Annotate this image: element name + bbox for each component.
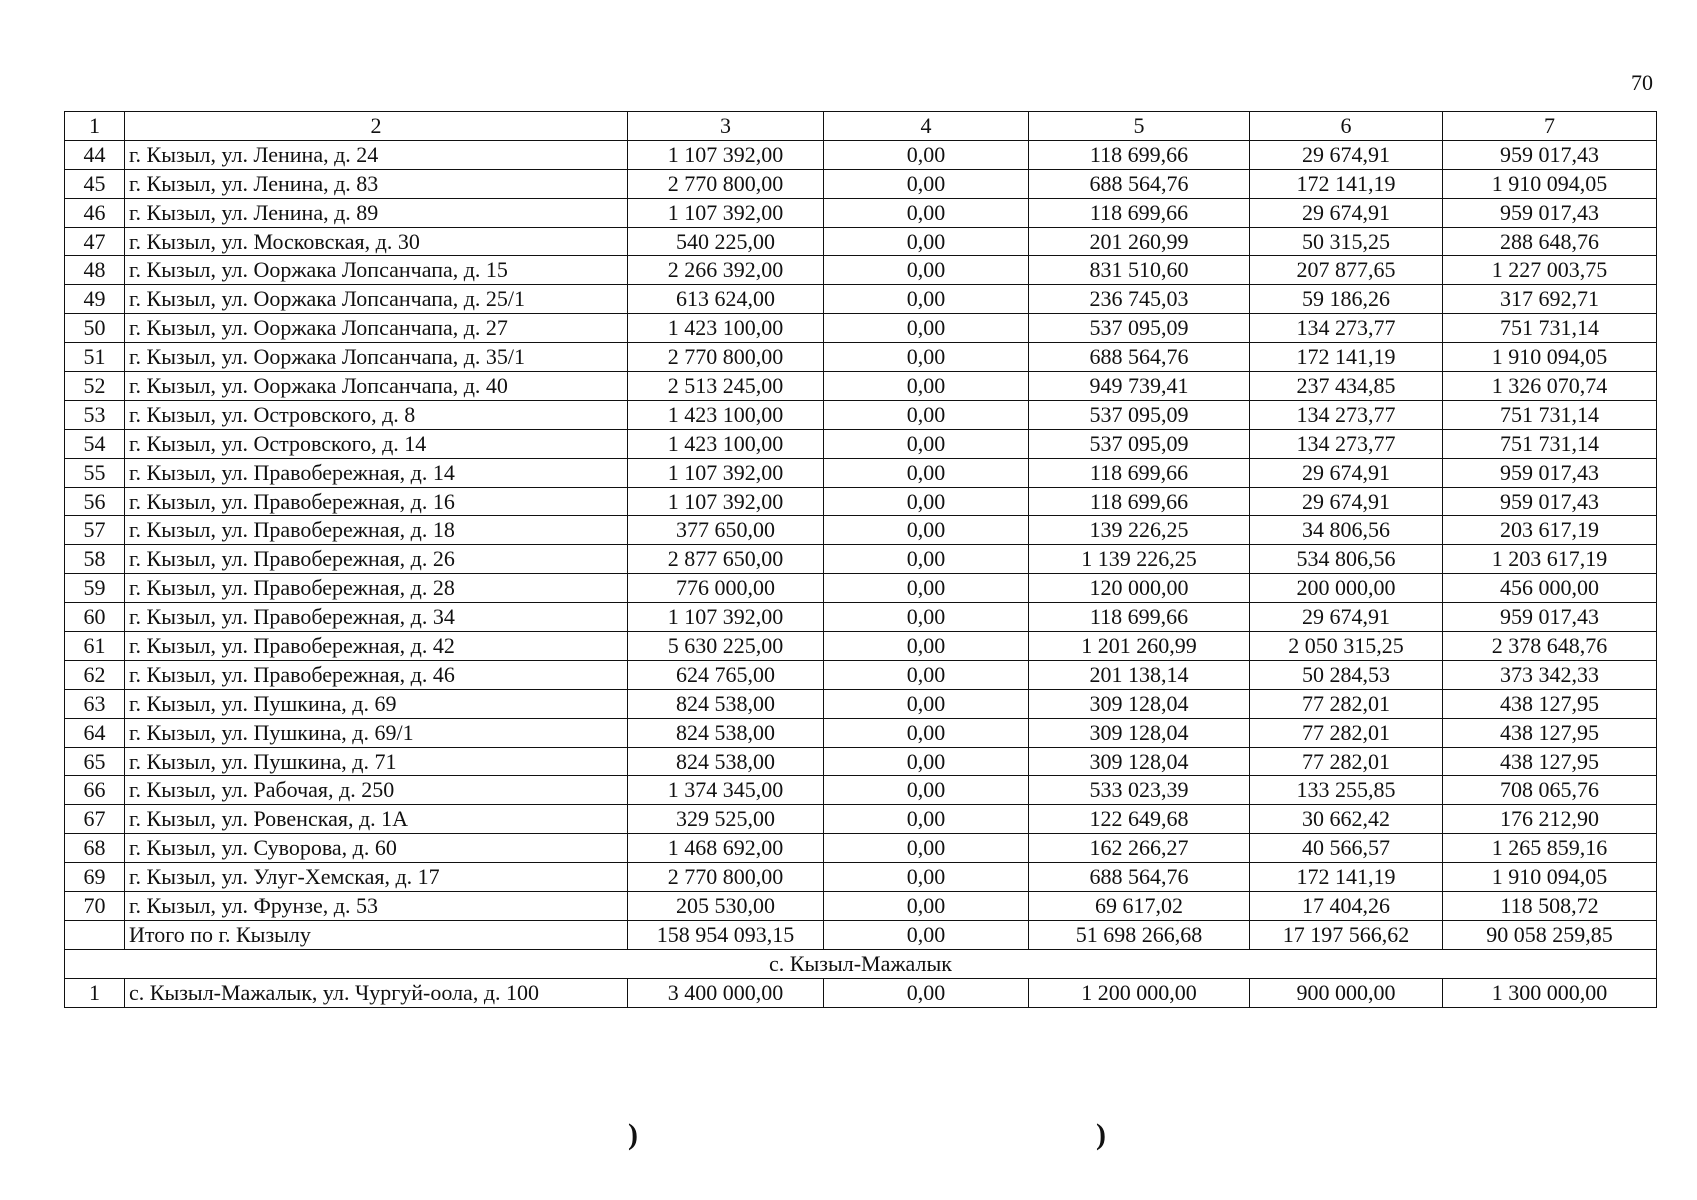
col3-cell: 1 423 100,00 <box>628 314 824 343</box>
address-cell: г. Кызыл, ул. Ленина, д. 89 <box>125 198 628 227</box>
table-row <box>65 227 1657 256</box>
col6-cell: 237 434,85 <box>1250 372 1443 401</box>
row-number-cell: 51 <box>65 343 125 372</box>
row-number-cell: 50 <box>65 314 125 343</box>
col3-cell: 1 107 392,00 <box>628 603 824 632</box>
col3-cell: 158 954 093,15 <box>628 920 824 949</box>
col7-cell: 373 342,33 <box>1443 660 1657 689</box>
col6-cell: 133 255,85 <box>1250 776 1443 805</box>
col6-cell: 29 674,91 <box>1250 603 1443 632</box>
table-row <box>65 574 1657 603</box>
col6-cell: 50 284,53 <box>1250 660 1443 689</box>
row-number-cell: 69 <box>65 863 125 892</box>
col3-cell: 776 000,00 <box>628 574 824 603</box>
col7-cell: 1 203 617,19 <box>1443 545 1657 574</box>
col3-cell: 2 770 800,00 <box>628 343 824 372</box>
table-row <box>65 458 1657 487</box>
col4-cell: 0,00 <box>824 978 1029 1007</box>
col6-cell: 207 877,65 <box>1250 256 1443 285</box>
col6-cell: 17 404,26 <box>1250 892 1443 921</box>
address-cell: г. Кызыл, ул. Ровенская, д. 1А <box>125 805 628 834</box>
col5-cell: 51 698 266,68 <box>1029 920 1250 949</box>
col6-cell: 200 000,00 <box>1250 574 1443 603</box>
col3-cell: 2 877 650,00 <box>628 545 824 574</box>
col5-cell: 309 128,04 <box>1029 718 1250 747</box>
row-number-cell: 57 <box>65 516 125 545</box>
table-row <box>65 487 1657 516</box>
table-row <box>65 372 1657 401</box>
col3-cell: 1 107 392,00 <box>628 487 824 516</box>
row-number-cell: 70 <box>65 892 125 921</box>
address-cell: г. Кызыл, ул. Правобережная, д. 28 <box>125 574 628 603</box>
table-row <box>65 314 1657 343</box>
table-row <box>65 343 1657 372</box>
col5-cell: 118 699,66 <box>1029 487 1250 516</box>
col7-cell: 751 731,14 <box>1443 400 1657 429</box>
address-cell: с. Кызыл-Мажалык, ул. Чургуй-оола, д. 100 <box>125 978 628 1007</box>
page-number: 70 <box>1631 70 1653 95</box>
row-number-cell: 45 <box>65 169 125 198</box>
col3-cell: 1 423 100,00 <box>628 429 824 458</box>
col3-cell: 1 107 392,00 <box>628 458 824 487</box>
col5-cell: 537 095,09 <box>1029 400 1250 429</box>
col4-cell: 0,00 <box>824 920 1029 949</box>
col5-cell: 162 266,27 <box>1029 834 1250 863</box>
col3-cell: 824 538,00 <box>628 718 824 747</box>
row-number-cell: 54 <box>65 429 125 458</box>
handwritten-mark: ) <box>628 1118 638 1151</box>
table-row <box>65 978 1657 1007</box>
col6-cell: 40 566,57 <box>1250 834 1443 863</box>
table-body <box>65 112 1657 1008</box>
col6-cell: 77 282,01 <box>1250 747 1443 776</box>
address-cell: г. Кызыл, ул. Рабочая, д. 250 <box>125 776 628 805</box>
col7-cell: 959 017,43 <box>1443 458 1657 487</box>
col7-cell: 118 508,72 <box>1443 892 1657 921</box>
col5-cell: 831 510,60 <box>1029 256 1250 285</box>
col6-cell: 50 315,25 <box>1250 227 1443 256</box>
address-cell: г. Кызыл, ул. Улуг-Хемская, д. 17 <box>125 863 628 892</box>
section-header-row <box>65 949 1657 978</box>
col4-cell: 0,00 <box>824 574 1029 603</box>
col7-cell: 751 731,14 <box>1443 314 1657 343</box>
address-cell: г. Кызыл, ул. Правобережная, д. 16 <box>125 487 628 516</box>
address-cell: г. Кызыл, ул. Фрунзе, д. 53 <box>125 892 628 921</box>
col5-cell: 201 138,14 <box>1029 660 1250 689</box>
address-cell: г. Кызыл, ул. Правобережная, д. 26 <box>125 545 628 574</box>
row-number-cell: 47 <box>65 227 125 256</box>
col3-cell: 377 650,00 <box>628 516 824 545</box>
col3-cell: 540 225,00 <box>628 227 824 256</box>
table-row <box>65 516 1657 545</box>
col6-cell: 29 674,91 <box>1250 458 1443 487</box>
col6-cell: 59 186,26 <box>1250 285 1443 314</box>
col5-cell: 118 699,66 <box>1029 603 1250 632</box>
table-row <box>65 834 1657 863</box>
header-cell: 2 <box>125 112 628 141</box>
col3-cell: 1 423 100,00 <box>628 400 824 429</box>
col7-cell: 203 617,19 <box>1443 516 1657 545</box>
col6-cell: 29 674,91 <box>1250 140 1443 169</box>
col7-cell: 438 127,95 <box>1443 747 1657 776</box>
col5-cell: 533 023,39 <box>1029 776 1250 805</box>
col4-cell: 0,00 <box>824 400 1029 429</box>
address-cell: г. Кызыл, ул. Правобережная, д. 42 <box>125 632 628 661</box>
col6-cell: 29 674,91 <box>1250 487 1443 516</box>
col7-cell: 288 648,76 <box>1443 227 1657 256</box>
col3-cell: 824 538,00 <box>628 689 824 718</box>
table-row <box>65 256 1657 285</box>
col4-cell: 0,00 <box>824 863 1029 892</box>
table-row <box>65 747 1657 776</box>
col6-cell: 172 141,19 <box>1250 343 1443 372</box>
col7-cell: 708 065,76 <box>1443 776 1657 805</box>
address-cell: г. Кызыл, ул. Ооржака Лопсанчапа, д. 15 <box>125 256 628 285</box>
col5-cell: 537 095,09 <box>1029 314 1250 343</box>
col6-cell: 77 282,01 <box>1250 689 1443 718</box>
col4-cell: 0,00 <box>824 285 1029 314</box>
col5-cell: 236 745,03 <box>1029 285 1250 314</box>
col3-cell: 2 266 392,00 <box>628 256 824 285</box>
col7-cell: 176 212,90 <box>1443 805 1657 834</box>
header-cell: 7 <box>1443 112 1657 141</box>
col6-cell: 34 806,56 <box>1250 516 1443 545</box>
header-cell: 1 <box>65 112 125 141</box>
row-number-cell: 53 <box>65 400 125 429</box>
table-row <box>65 718 1657 747</box>
address-cell: г. Кызыл, ул. Ооржака Лопсанчапа, д. 40 <box>125 372 628 401</box>
table-row <box>65 285 1657 314</box>
col4-cell: 0,00 <box>824 343 1029 372</box>
row-number-cell: 58 <box>65 545 125 574</box>
address-cell: г. Кызыл, ул. Правобережная, д. 14 <box>125 458 628 487</box>
col7-cell: 456 000,00 <box>1443 574 1657 603</box>
col4-cell: 0,00 <box>824 227 1029 256</box>
table-row <box>65 140 1657 169</box>
col5-cell: 1 201 260,99 <box>1029 632 1250 661</box>
address-cell: г. Кызыл, ул. Ооржака Лопсанчапа, д. 25/1 <box>125 285 628 314</box>
row-number-cell: 52 <box>65 372 125 401</box>
col7-cell: 1 910 094,05 <box>1443 343 1657 372</box>
col6-cell: 172 141,19 <box>1250 169 1443 198</box>
col3-cell: 1 374 345,00 <box>628 776 824 805</box>
col7-cell: 959 017,43 <box>1443 603 1657 632</box>
col3-cell: 1 107 392,00 <box>628 140 824 169</box>
col5-cell: 949 739,41 <box>1029 372 1250 401</box>
col4-cell: 0,00 <box>824 429 1029 458</box>
col5-cell: 118 699,66 <box>1029 198 1250 227</box>
col5-cell: 309 128,04 <box>1029 747 1250 776</box>
col3-cell: 1 468 692,00 <box>628 834 824 863</box>
col4-cell: 0,00 <box>824 660 1029 689</box>
col5-cell: 688 564,76 <box>1029 863 1250 892</box>
table-row <box>65 863 1657 892</box>
col5-cell: 118 699,66 <box>1029 140 1250 169</box>
col3-cell: 624 765,00 <box>628 660 824 689</box>
row-number-cell: 44 <box>65 140 125 169</box>
col4-cell: 0,00 <box>824 458 1029 487</box>
col6-cell: 134 273,77 <box>1250 429 1443 458</box>
table-row <box>65 632 1657 661</box>
col5-cell: 201 260,99 <box>1029 227 1250 256</box>
row-number-cell: 67 <box>65 805 125 834</box>
col4-cell: 0,00 <box>824 776 1029 805</box>
col7-cell: 438 127,95 <box>1443 689 1657 718</box>
address-cell: г. Кызыл, ул. Ооржака Лопсанчапа, д. 35/1 <box>125 343 628 372</box>
col3-cell: 5 630 225,00 <box>628 632 824 661</box>
header-cell: 4 <box>824 112 1029 141</box>
header-cell: 3 <box>628 112 824 141</box>
col7-cell: 90 058 259,85 <box>1443 920 1657 949</box>
row-number-cell: 1 <box>65 978 125 1007</box>
address-cell: г. Кызыл, ул. Островского, д. 14 <box>125 429 628 458</box>
col6-cell: 172 141,19 <box>1250 863 1443 892</box>
address-cell: г. Кызыл, ул. Суворова, д. 60 <box>125 834 628 863</box>
col5-cell: 122 649,68 <box>1029 805 1250 834</box>
col6-cell: 534 806,56 <box>1250 545 1443 574</box>
row-number-cell: 65 <box>65 747 125 776</box>
col7-cell: 1 910 094,05 <box>1443 169 1657 198</box>
col7-cell: 1 910 094,05 <box>1443 863 1657 892</box>
col5-cell: 118 699,66 <box>1029 458 1250 487</box>
table-row <box>65 805 1657 834</box>
col3-cell: 329 525,00 <box>628 805 824 834</box>
col3-cell: 613 624,00 <box>628 285 824 314</box>
col7-cell: 1 227 003,75 <box>1443 256 1657 285</box>
table-row <box>65 400 1657 429</box>
row-number-cell: 60 <box>65 603 125 632</box>
header-cell: 6 <box>1250 112 1443 141</box>
row-number-cell: 49 <box>65 285 125 314</box>
col4-cell: 0,00 <box>824 718 1029 747</box>
col3-cell: 2 770 800,00 <box>628 863 824 892</box>
col7-cell: 317 692,71 <box>1443 285 1657 314</box>
col6-cell: 134 273,77 <box>1250 400 1443 429</box>
address-cell: Итого по г. Кызылу <box>125 920 628 949</box>
address-cell: г. Кызыл, ул. Пушкина, д. 69/1 <box>125 718 628 747</box>
col7-cell: 959 017,43 <box>1443 487 1657 516</box>
address-cell: г. Кызыл, ул. Пушкина, д. 71 <box>125 747 628 776</box>
col6-cell: 134 273,77 <box>1250 314 1443 343</box>
col4-cell: 0,00 <box>824 516 1029 545</box>
row-number-cell: 55 <box>65 458 125 487</box>
col3-cell: 3 400 000,00 <box>628 978 824 1007</box>
col5-cell: 1 139 226,25 <box>1029 545 1250 574</box>
col5-cell: 1 200 000,00 <box>1029 978 1250 1007</box>
col4-cell: 0,00 <box>824 545 1029 574</box>
table-row <box>65 545 1657 574</box>
col7-cell: 2 378 648,76 <box>1443 632 1657 661</box>
col6-cell: 2 050 315,25 <box>1250 632 1443 661</box>
col4-cell: 0,00 <box>824 892 1029 921</box>
address-cell: г. Кызыл, ул. Островского, д. 8 <box>125 400 628 429</box>
table-row <box>65 198 1657 227</box>
table-row <box>65 169 1657 198</box>
row-number-cell: 68 <box>65 834 125 863</box>
col4-cell: 0,00 <box>824 140 1029 169</box>
col4-cell: 0,00 <box>824 834 1029 863</box>
handwritten-mark: ) <box>1096 1118 1106 1151</box>
row-number-cell: 62 <box>65 660 125 689</box>
table-row <box>65 603 1657 632</box>
col5-cell: 688 564,76 <box>1029 169 1250 198</box>
row-number-cell: 59 <box>65 574 125 603</box>
address-cell: г. Кызыл, ул. Правобережная, д. 34 <box>125 603 628 632</box>
col6-cell: 30 662,42 <box>1250 805 1443 834</box>
col4-cell: 0,00 <box>824 689 1029 718</box>
col4-cell: 0,00 <box>824 747 1029 776</box>
row-number-cell: 48 <box>65 256 125 285</box>
col3-cell: 2 513 245,00 <box>628 372 824 401</box>
col7-cell: 959 017,43 <box>1443 140 1657 169</box>
col5-cell: 139 226,25 <box>1029 516 1250 545</box>
col6-cell: 900 000,00 <box>1250 978 1443 1007</box>
col4-cell: 0,00 <box>824 256 1029 285</box>
row-number-cell: 64 <box>65 718 125 747</box>
row-number-cell: 66 <box>65 776 125 805</box>
col4-cell: 0,00 <box>824 372 1029 401</box>
table-row <box>65 660 1657 689</box>
col5-cell: 120 000,00 <box>1029 574 1250 603</box>
col4-cell: 0,00 <box>824 603 1029 632</box>
row-number-cell <box>65 920 125 949</box>
address-cell: г. Кызыл, ул. Ленина, д. 83 <box>125 169 628 198</box>
address-cell: г. Кызыл, ул. Ленина, д. 24 <box>125 140 628 169</box>
col6-cell: 29 674,91 <box>1250 198 1443 227</box>
col3-cell: 1 107 392,00 <box>628 198 824 227</box>
col7-cell: 1 300 000,00 <box>1443 978 1657 1007</box>
col4-cell: 0,00 <box>824 487 1029 516</box>
col6-cell: 17 197 566,62 <box>1250 920 1443 949</box>
row-number-cell: 46 <box>65 198 125 227</box>
data-table <box>64 111 1657 1008</box>
col7-cell: 1 265 859,16 <box>1443 834 1657 863</box>
col3-cell: 2 770 800,00 <box>628 169 824 198</box>
section-title: с. Кызыл-Мажалык <box>65 949 1657 978</box>
row-number-cell: 61 <box>65 632 125 661</box>
address-cell: г. Кызыл, ул. Московская, д. 30 <box>125 227 628 256</box>
header-cell: 5 <box>1029 112 1250 141</box>
col7-cell: 959 017,43 <box>1443 198 1657 227</box>
col3-cell: 824 538,00 <box>628 747 824 776</box>
col6-cell: 77 282,01 <box>1250 718 1443 747</box>
col5-cell: 69 617,02 <box>1029 892 1250 921</box>
row-number-cell: 56 <box>65 487 125 516</box>
col4-cell: 0,00 <box>824 198 1029 227</box>
table-row <box>65 429 1657 458</box>
address-cell: г. Кызыл, ул. Ооржака Лопсанчапа, д. 27 <box>125 314 628 343</box>
table-row <box>65 776 1657 805</box>
col4-cell: 0,00 <box>824 169 1029 198</box>
col7-cell: 1 326 070,74 <box>1443 372 1657 401</box>
col3-cell: 205 530,00 <box>628 892 824 921</box>
table-row <box>65 689 1657 718</box>
row-number-cell: 63 <box>65 689 125 718</box>
table-row <box>65 892 1657 921</box>
address-cell: г. Кызыл, ул. Пушкина, д. 69 <box>125 689 628 718</box>
address-cell: г. Кызыл, ул. Правобережная, д. 46 <box>125 660 628 689</box>
col5-cell: 309 128,04 <box>1029 689 1250 718</box>
col7-cell: 438 127,95 <box>1443 718 1657 747</box>
col7-cell: 751 731,14 <box>1443 429 1657 458</box>
address-cell: г. Кызыл, ул. Правобережная, д. 18 <box>125 516 628 545</box>
col5-cell: 688 564,76 <box>1029 343 1250 372</box>
col4-cell: 0,00 <box>824 805 1029 834</box>
total-row <box>65 920 1657 949</box>
col4-cell: 0,00 <box>824 314 1029 343</box>
col5-cell: 537 095,09 <box>1029 429 1250 458</box>
col4-cell: 0,00 <box>824 632 1029 661</box>
header-row <box>65 112 1657 141</box>
